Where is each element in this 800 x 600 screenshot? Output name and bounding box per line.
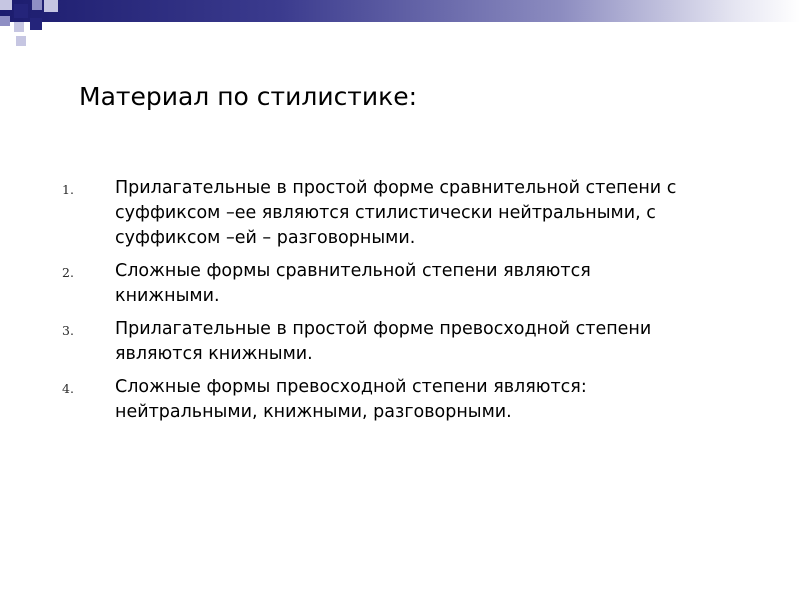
decor-square [14,22,24,32]
decor-square [14,4,28,18]
list-item-number: 1. [62,182,74,197]
list-item [62,317,682,367]
numbered-list [62,176,682,433]
decor-square [32,0,42,10]
header-gradient-bar [0,0,800,34]
slide-title: Материал по стилистике: [79,82,418,111]
decor-square [30,18,42,30]
list-item [62,259,682,309]
list-item-number: 3. [62,323,74,338]
decor-square [0,0,12,10]
list-item-text: Сложные формы превосходной степени являются: нейтральными, книжными, разговорными. [115,377,587,422]
list-item-number: 2. [62,265,74,280]
list-item-text: Прилагательные в простой форме сравнительной степени с суффиксом –ее являются стилистически нейтральными, с суффиксом –ей – разговорными. [115,178,677,248]
list-item-number: 4. [62,381,74,396]
list-item-text: Прилагательные в простой форме превосходной степени являются книжными. [115,319,652,364]
list-item [62,176,682,251]
decor-square [16,36,26,46]
list-item-text: Сложные формы сравнительной степени являются книжными. [115,261,591,306]
decor-square [0,16,10,26]
list-item [62,375,682,425]
decor-square [44,0,58,12]
